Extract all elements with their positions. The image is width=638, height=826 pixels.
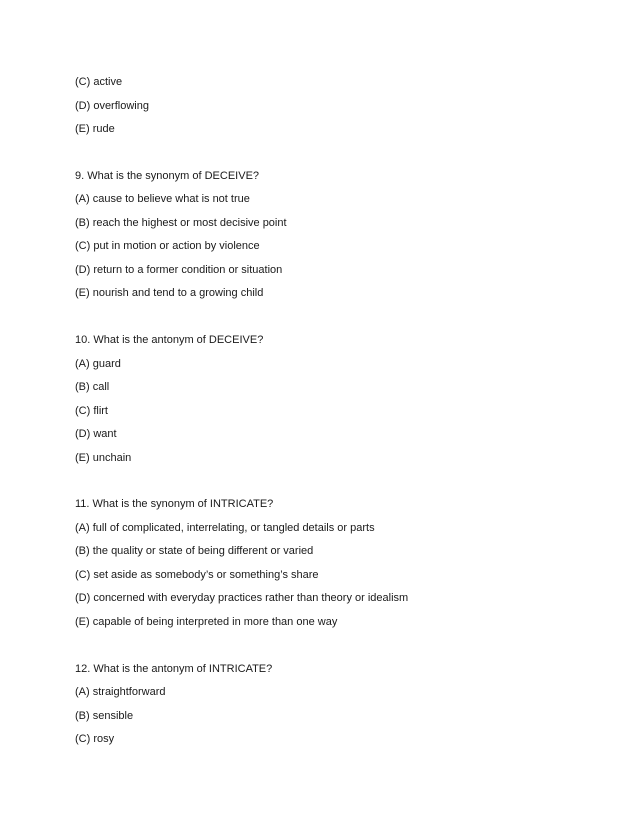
option-c: (C) active	[75, 76, 123, 88]
option-b: (B) reach the highest or most decisive point	[75, 217, 287, 229]
question-10: 10. What is the antonym of DECEIVE?	[75, 334, 264, 346]
option-e: (E) capable of being interpreted in more than one way	[75, 616, 338, 628]
question-11: 11. What is the synonym of INTRICATE?	[75, 498, 274, 510]
option-d: (D) return to a former condition or situation	[75, 264, 283, 276]
option-a: (A) cause to believe what is not true	[75, 193, 250, 205]
option-d: (D) overflowing	[75, 100, 149, 112]
option-e: (E) rude	[75, 123, 115, 135]
option-c: (C) set aside as somebody’s or something’s share	[75, 569, 319, 581]
option-c: (C) put in motion or action by violence	[75, 240, 260, 252]
option-b: (B) the quality or state of being different or varied	[75, 545, 314, 557]
option-e: (E) unchain	[75, 452, 132, 464]
option-b: (B) call	[75, 381, 110, 393]
option-a: (A) full of complicated, interrelating, or tangled details or parts	[75, 522, 375, 534]
option-d: (D) want	[75, 428, 117, 440]
question-12: 12. What is the antonym of INTRICATE?	[75, 663, 273, 675]
option-c: (C) flirt	[75, 405, 108, 417]
option-b: (B) sensible	[75, 710, 134, 722]
option-d: (D) concerned with everyday practices rather than theory or idealism	[75, 592, 409, 604]
option-a: (A) guard	[75, 358, 121, 370]
option-a: (A) straightforward	[75, 686, 166, 698]
option-c: (C) rosy	[75, 733, 115, 745]
option-e: (E) nourish and tend to a growing child	[75, 287, 264, 299]
question-9: 9. What is the synonym of DECEIVE?	[75, 170, 260, 182]
